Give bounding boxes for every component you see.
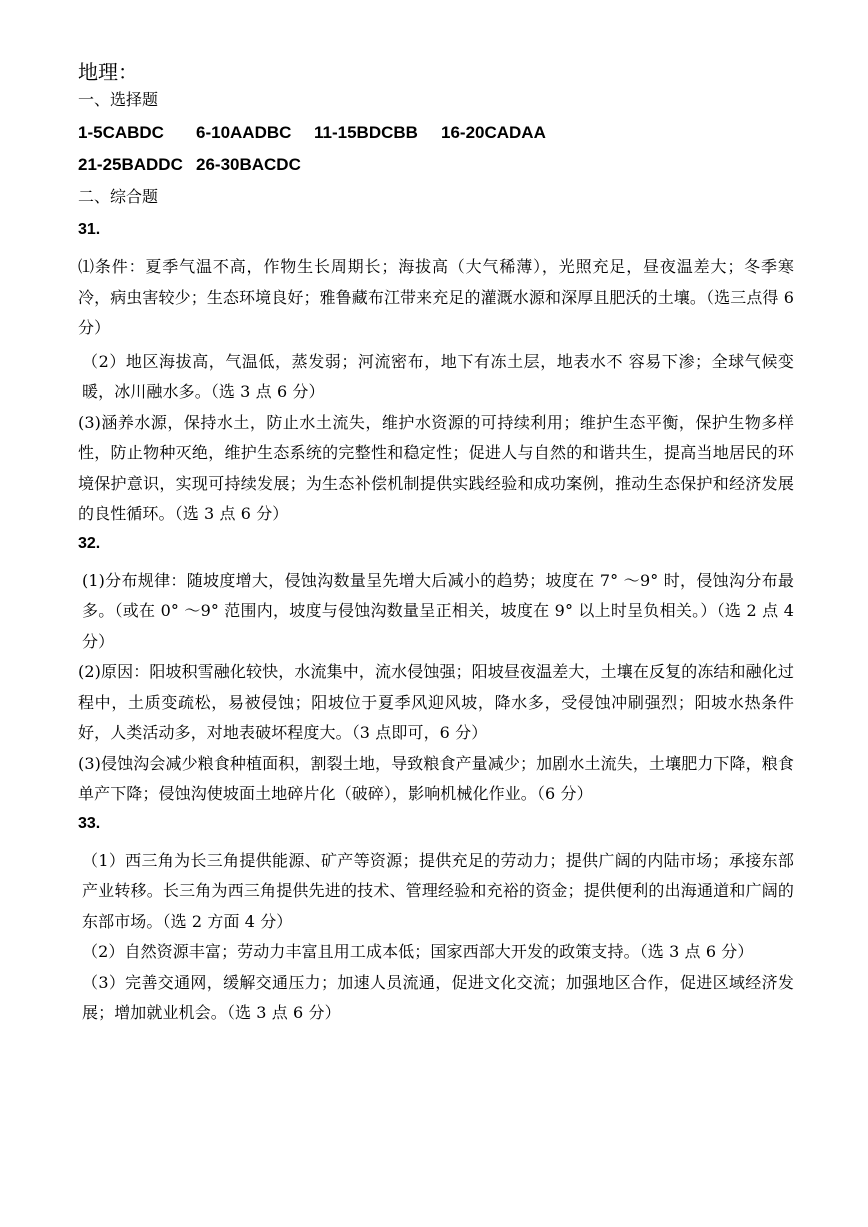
answer-group: 16-20CADAA: [441, 123, 546, 142]
answer-group: 6-10AADBC: [196, 123, 292, 142]
q31-part-1: ⑴条件：夏季气温不高，作物生长周期长；海拔高（大气稀薄），光照充足，昼夜温差大；冬季寒冷，病虫害较少；生态环境良好；雅鲁藏布江带来充足的灌溉水源和深厚且肥沃的土壤。（选三点得 6 分）: [78, 257, 794, 337]
answer-group: 26-30BACDC: [196, 155, 301, 174]
question-33-number: 33.: [78, 814, 101, 832]
section-choice-title: 一、选择题: [78, 90, 159, 109]
q33-part-2: （2）自然资源丰富；劳动力丰富且用工成本低；国家西部大开发的政策支持。（选 3 点 6 分）: [82, 942, 754, 961]
answer-group: 1-5CABDC: [78, 123, 164, 142]
choice-answers-row-1: [78, 123, 794, 155]
answer-key-page: [78, 58, 794, 1029]
q32-part-1: (1)分布规律：随坡度增大，侵蚀沟数量呈先增大后减小的趋势；坡度在 7° ～9° 时，侵蚀沟分布最多。（或在 0° ～9° 范围内，坡度与侵蚀沟数量呈正相关，坡度在 9° 以上时呈负相关。）（选 2 点 4 分）: [82, 570, 794, 651]
q32-part-3: (3)侵蚀沟会减少粮食种植面积，割裂土地，导致粮食产量减少；加剧水土流失，土壤肥力下降，粮食单产下降；侵蚀沟使坡面土地碎片化（破碎），影响机械化作业。（6 分）: [78, 753, 794, 803]
q32-part-2: (2)原因：阳坡积雪融化较快，水流集中，流水侵蚀强；阳坡昼夜温差大，土壤在反复的冻结和融化过程中，土质变疏松，易被侵蚀；阳坡位于夏季风迎风坡，降水多，受侵蚀冲刷强烈；阳坡水热条件好，人类活动多，对地表破坏程度大。（3 点即可，6 分）: [78, 662, 794, 742]
answer-group: 11-15BDCBB: [314, 123, 418, 142]
choice-answers-row-2: [78, 155, 794, 187]
question-32-number: 32.: [78, 534, 101, 552]
question-31-number: 31.: [78, 221, 101, 238]
section-comprehensive-title: 二、综合题: [78, 187, 159, 206]
q31-part-2: （2）地区海拔高，气温低，蒸发弱；河流密布，地下有冻土层，地表水不 容易下渗；全球气候变暖，冰川融水多。（选 3 点 6 分）: [82, 351, 794, 401]
q31-part-3: (3)涵养水源，保持水土，防止水土流失，维护水资源的可持续利用；维护生态平衡，保护生物多样性，防止物种灭绝，维护生态系统的完整性和稳定性；促进人与自然的和谐共生，提高当地居民的环境保护意识，实现可持续发展；为生态补偿机制提供实践经验和成功案例，推动生态保护和经济发展的良性循环。（选 3 点 6 分）: [78, 412, 794, 523]
answer-group: 21-25BADDC: [78, 155, 183, 174]
q33-part-3: （3）完善交通网，缓解交通压力；加速人员流通，促进文化交流；加强地区合作，促进区域经济发展；增加就业机会。（选 3 点 6 分）: [82, 972, 794, 1022]
q33-part-1: （1）西三角为长三角提供能源、矿产等资源；提供充足的劳动力；提供广阔的内陆市场；承接东部产业转移。长三角为西三角提供先进的技术、管理经验和充裕的资金；提供便利的出海通道和广阔的东部市场。（选 2 方面 4 分）: [82, 850, 794, 931]
subject-title: 地理：: [78, 60, 138, 84]
